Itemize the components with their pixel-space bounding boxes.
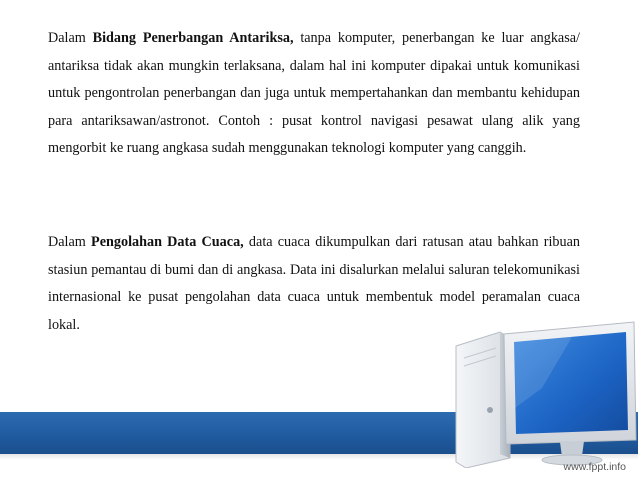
paragraph-lead: Dalam	[48, 234, 86, 250]
footer-url: www.fppt.info	[563, 461, 626, 473]
desktop-computer-icon	[452, 318, 638, 468]
paragraph-term: Bidang Penerbangan Antariksa,	[92, 30, 294, 46]
paragraph-body: data cuaca dikumpulkan dari ratusan atau bahkan ribuan stasiun pemantau di bumi dan di angkasa. Data ini disalurkan melalui saluran telekomunikasi internasional ke pusat pengolahan data cuaca untuk membentuk model peramalan cuaca lokal.	[48, 234, 580, 333]
paragraph-body: tanpa komputer, penerbangan ke luar angkasa/ antariksa tidak akan mungkin terlaksana, dalam hal ini komputer dipakai untuk komunikasi untuk pengontrolan penerbangan dan juga untuk mempertahankan dan membantu kehidupan para antariksawan/astronot. Contoh : pusat kontrol navigasi pesawat ulang alik yang mengorbit ke ruang angkasa sudah menggunakan teknologi komputer yang canggih.	[48, 30, 580, 157]
paragraph-space-flight	[48, 25, 580, 163]
paragraph-lead: Dalam	[48, 30, 86, 46]
paragraph-term: Pengolahan Data Cuaca,	[91, 234, 244, 250]
